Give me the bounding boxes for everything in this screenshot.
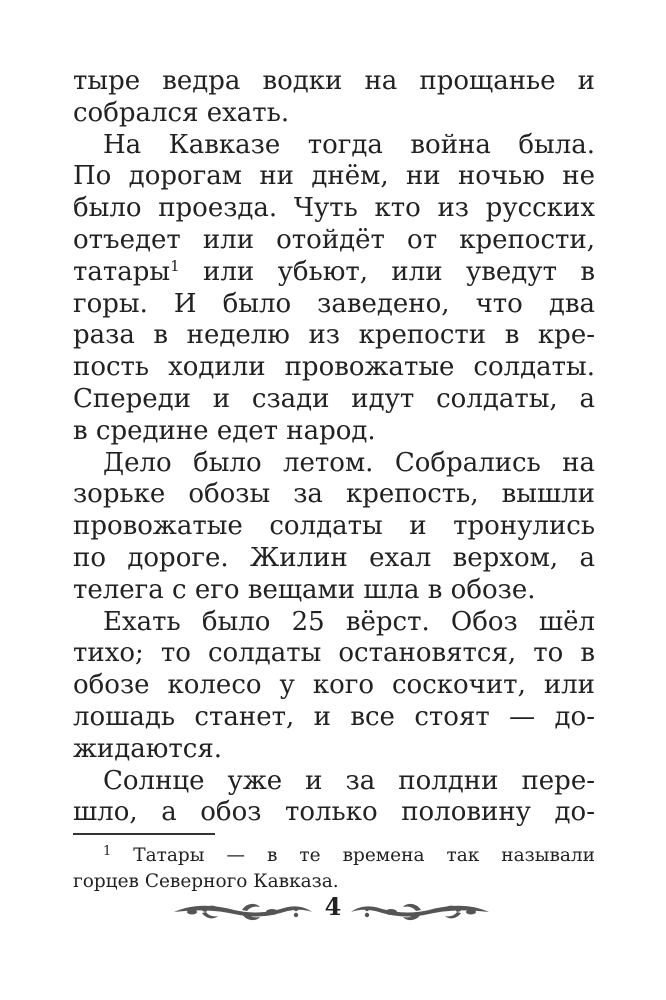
text-line: жидаются. <box>73 733 223 764</box>
text-line: пость ходили провожатые солдаты. <box>73 352 595 383</box>
text-line: зорьке обозы за крепость, вышли <box>73 479 595 510</box>
footnote-number: 1 <box>103 844 112 859</box>
text-line: отъедет или отойдёт от крепости, <box>73 224 595 255</box>
text-line: Дело было летом. Собрались на <box>103 447 595 478</box>
footnote-reference[interactable]: 1 <box>170 256 180 275</box>
text-line: Солнце уже и за полдни пере- <box>103 765 595 796</box>
text-segment: или убьют, или уведут в <box>203 256 595 287</box>
text-line: горы. И было заведено, что два <box>73 288 595 319</box>
text-line: собрался ехать. <box>73 97 290 128</box>
text-line: обозе колесо у кого соскочит, или <box>73 670 595 701</box>
main-text <box>73 66 595 829</box>
text-segment: татары <box>73 256 171 287</box>
text-line: На Кавказе тогда война была. <box>103 129 595 160</box>
text-line: раза в неделю из крепости в кре- <box>73 320 595 351</box>
text-line: шло, а обоз только половину до- <box>73 797 595 828</box>
text-line: Ехать было 25 вёрст. Обоз шёл <box>103 606 595 637</box>
footnote-line <box>73 843 595 869</box>
flourish-right-icon <box>349 900 491 924</box>
page-body <box>73 66 595 829</box>
text-line: провожатые солдаты и тронулись <box>73 511 595 542</box>
text-line: лошадь станет, и все стоят — до- <box>73 701 595 732</box>
page-footer <box>0 892 666 932</box>
footnote-text: Татары — в те времена так называли <box>133 845 595 866</box>
text-line: по дороге. Жилин ехал верхом, а <box>73 542 595 573</box>
flourish-left-icon <box>172 900 314 924</box>
page-number: 4 <box>324 892 342 921</box>
text-line: тихо; то солдаты остановятся, то в <box>73 638 595 669</box>
footnote-line: горцев Северного Кавказа. <box>73 871 339 892</box>
text-line: тыре ведра водки на прощанье и <box>73 66 595 96</box>
text-line: в средине едет народ. <box>73 415 376 446</box>
text-line: было проезда. Чуть кто из русских <box>73 193 595 224</box>
text-line: Спереди и сзади идут солдаты, а <box>73 383 595 414</box>
text-line: телега с его вещами шла в обозе. <box>73 574 536 605</box>
text-line: По дорогам ни днём, ни ночью не <box>73 161 595 192</box>
footnote <box>73 843 595 895</box>
footnote-divider <box>73 833 215 835</box>
text-line <box>73 257 595 289</box>
